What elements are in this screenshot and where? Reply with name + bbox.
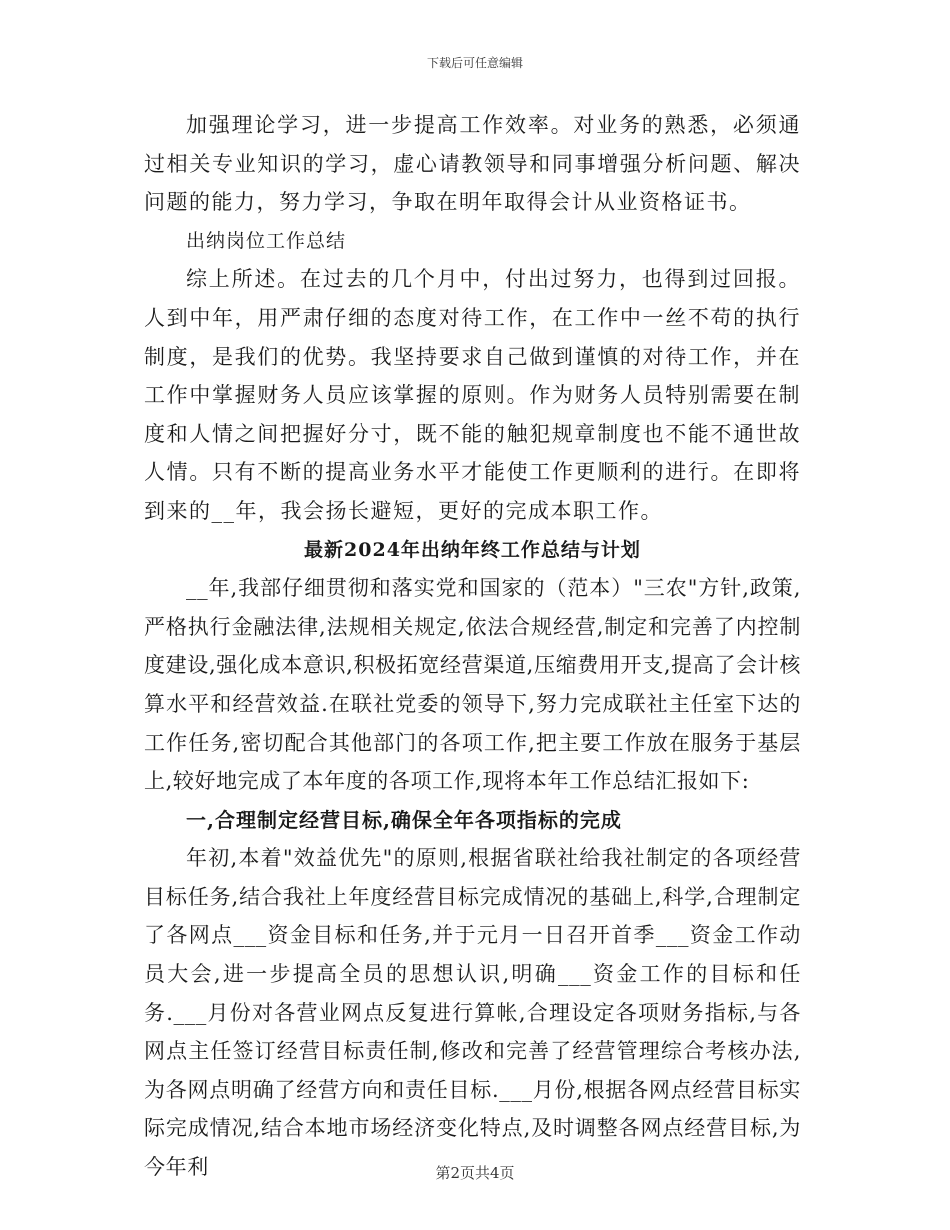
section-heading-1: 一,合理制定经营目标,确保全年各项指标的完成: [186, 807, 622, 832]
paragraph-summary: 综上所述。在过去的几个月中，付出过努力，也得到过回报。人到中年，用严肃仔细的态度对待工作，在工作中一丝不苟的执行制度，是我们的优势。我坚持要求自己做到谨慎的对待工作，并在工作中掌握财务人员应该掌握的原则。作为财务人员特别需要在制度和人情之间把握好分寸，既不能的触犯规章制度也不能不通世故人情。只有不断的提高业务水平才能使工作更顺利的进行。在即将到来的__年，我会扬长避短，更好的完成本职工作。: [144, 267, 801, 523]
document-body: [144, 106, 801, 1187]
section-subheading: 出纳岗位工作总结: [186, 229, 347, 252]
document-title: 最新2024年出纳年终工作总结与计划: [304, 538, 641, 561]
paragraph-targets: 年初,本着"效益优先"的原则,根据省联社给我社制定的各项经营目标任务,结合我社上年度经营目标完成情况的基础上,科学,合理制定了各网点___资金目标和任务,并于元月一日召开首季___资金工作动员大会,进一步提高全员的思想认识,明确___资金工作的目标和任务.___月份对各营业网点反复进行算帐,合理设定各项财务指标,与各网点主任签订经营目标责任制,修改和完善了经营管理综合考核办法,为各网点明确了经营方向和责任目标.___月份,根据各网点经营目标实际完成情况,结合本地市场经济变化特点,及时调整各网点经营目标,为今年利: [144, 846, 801, 1180]
page-footer: 第2页共4页: [435, 1164, 515, 1182]
page-header: 下载后可任意编辑: [426, 56, 523, 70]
paragraph-intro: __年,我部仔细贯彻和落实党和国家的（范本）"三农"方针,政策,严格执行金融法律,法规相关规定,依法合规经营,制定和完善了内控制度建设,强化成本意识,积极拓宽经营渠道,压缩费用开支,提高了会计核算水平和经营效益.在联社党委的领导下,努力完成联社主任室下达的工作任务,密切配合其他部门的各项工作,把主要工作放在服务于基层上,较好地完成了本年度的各项工作,现将本年工作总结汇报如下:: [144, 576, 801, 794]
paragraph-study: 加强理论学习，进一步提高工作效率。对业务的熟悉，必须通过相关专业知识的学习，虚心请教领导和同事增强分析问题、解决问题的能力，努力学习，争取在明年取得会计从业资格证书。: [144, 113, 801, 215]
